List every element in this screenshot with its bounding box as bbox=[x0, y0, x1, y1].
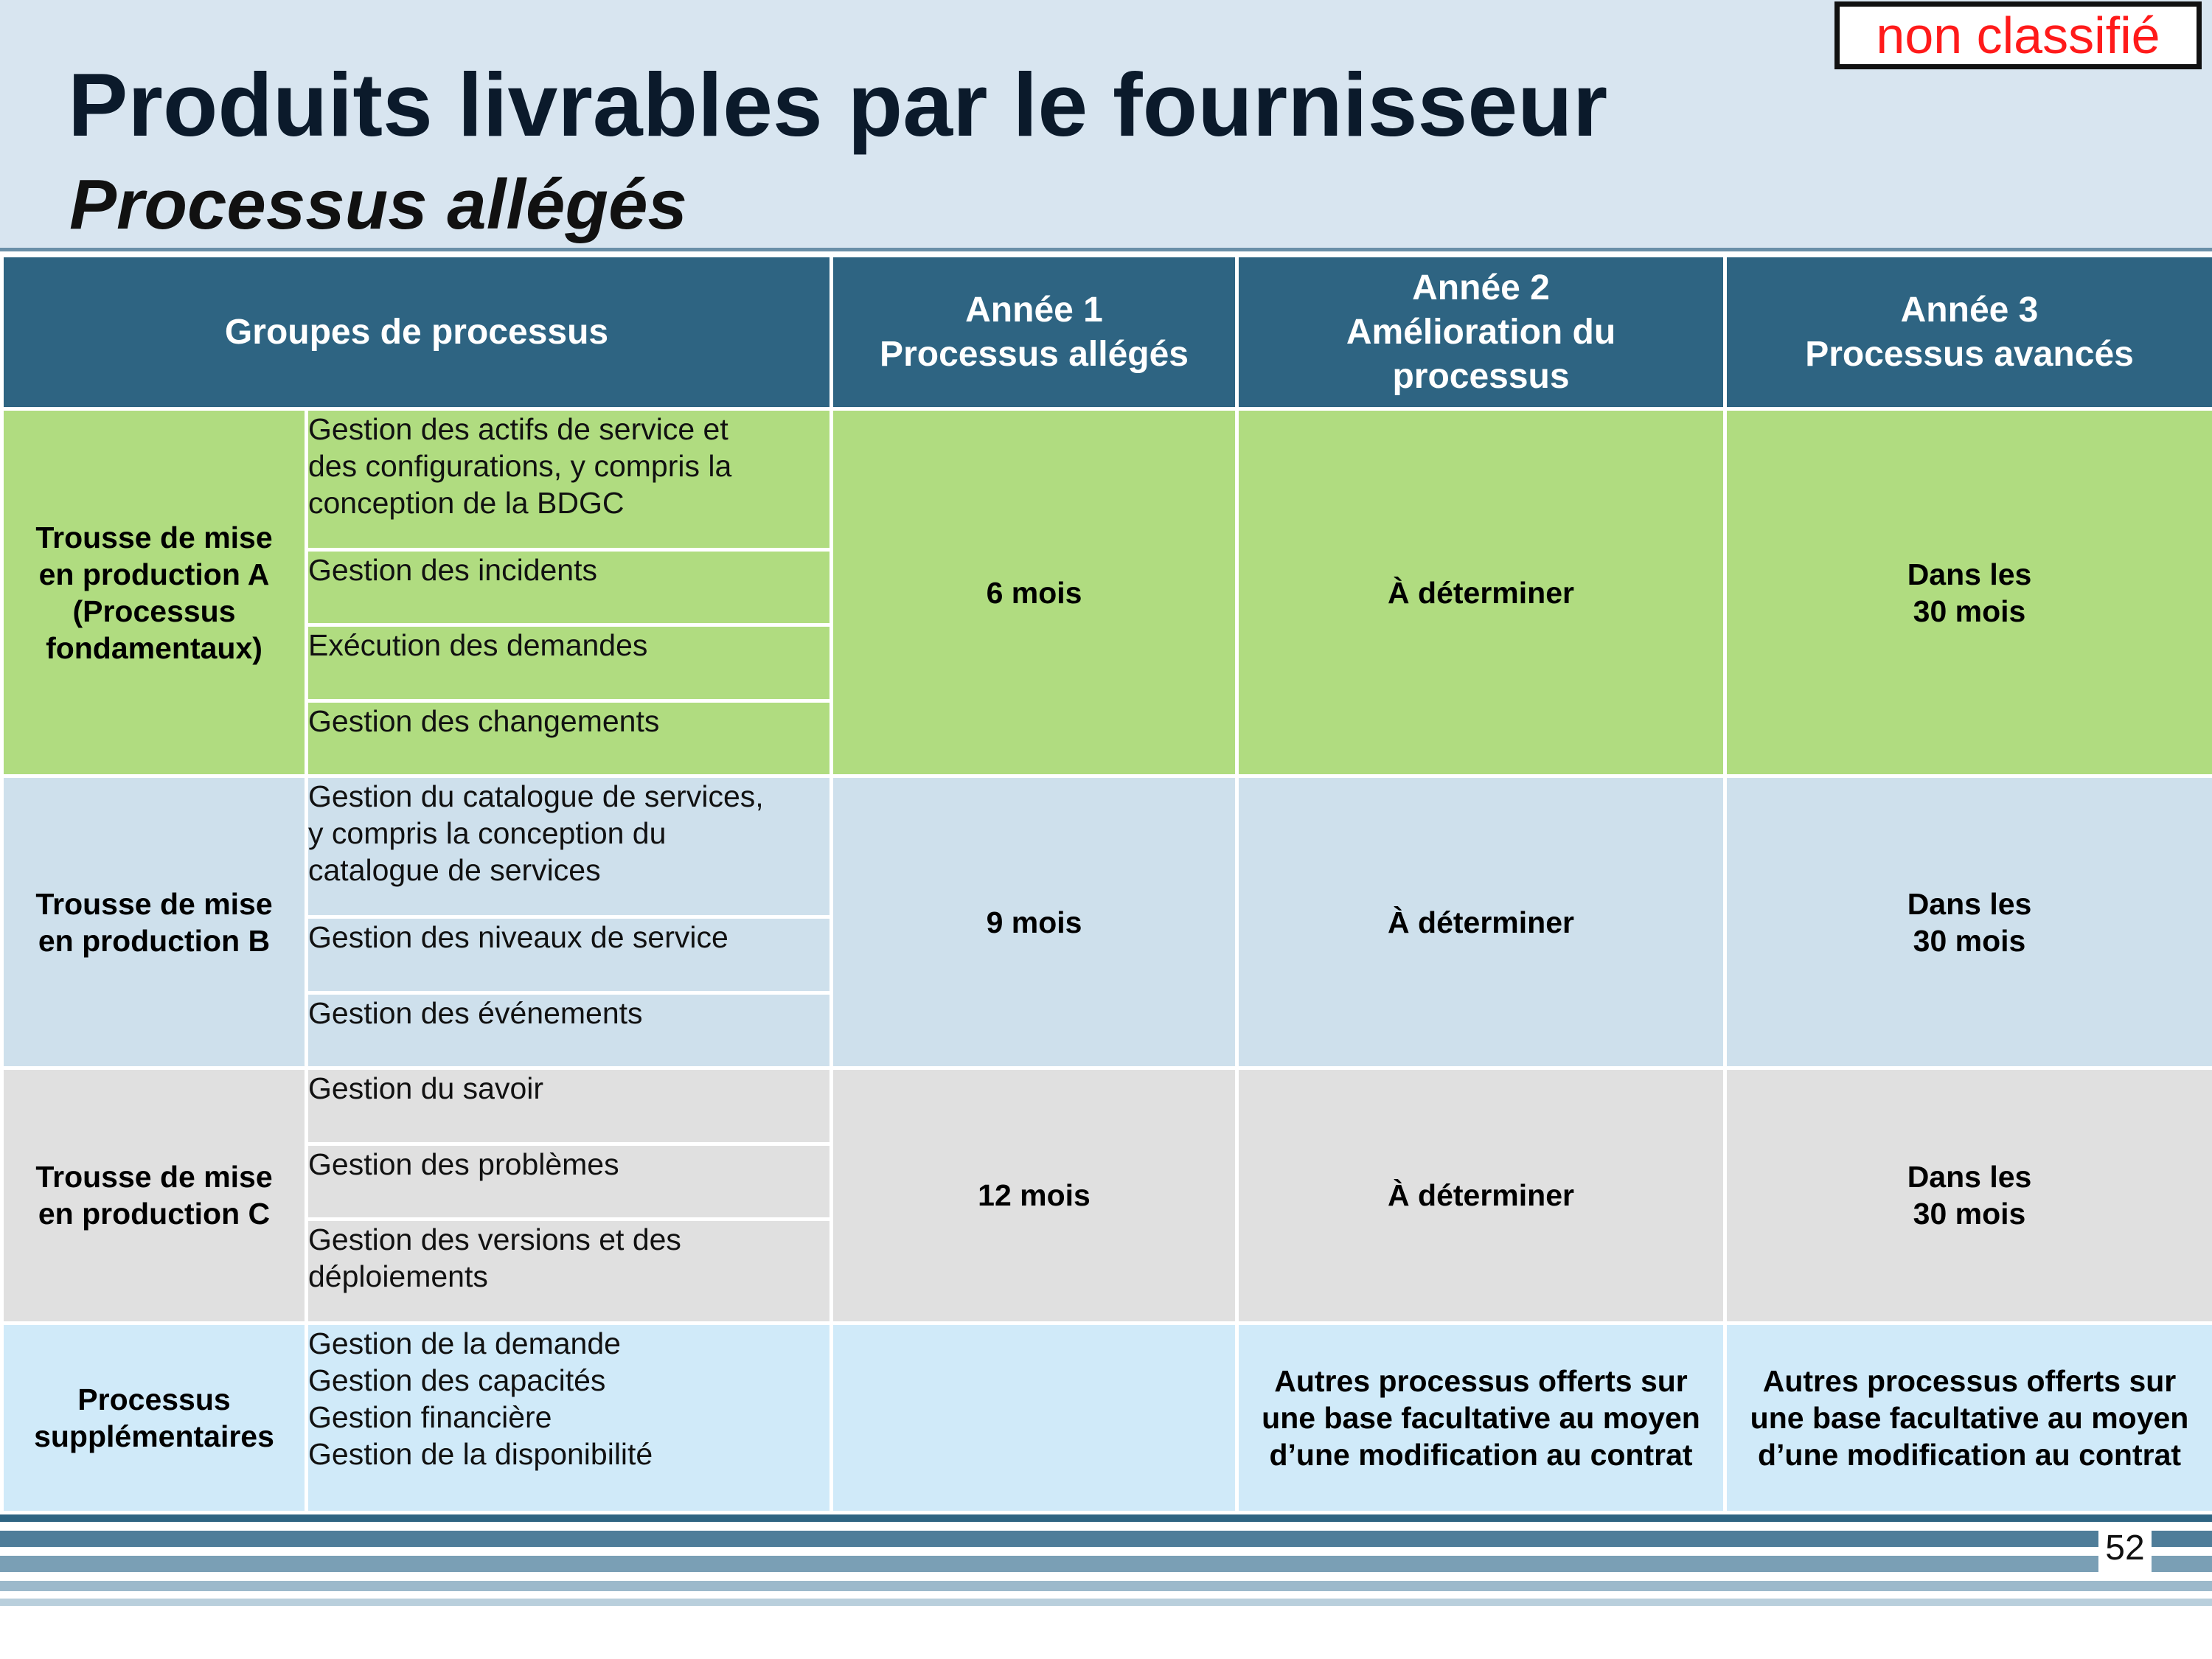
value-line: une base facultative au moyen bbox=[1262, 1400, 1700, 1435]
group-line: (Processus bbox=[72, 594, 236, 628]
page-title: Produits livrables par le fournisseur bbox=[68, 55, 1608, 155]
classification-label: non classifié bbox=[1834, 1, 2202, 69]
process-cell bbox=[307, 1068, 832, 1144]
group-b-year3 bbox=[1725, 776, 2212, 1068]
process-line: déploiements bbox=[308, 1259, 488, 1294]
process-cell bbox=[307, 1323, 832, 1512]
group-d-name bbox=[2, 1323, 307, 1512]
process-line: Gestion des changements bbox=[308, 703, 660, 738]
process-line: Gestion des versions et des bbox=[308, 1222, 681, 1257]
header-year2 bbox=[1237, 256, 1725, 409]
value-line: 6 mois bbox=[986, 575, 1082, 610]
group-c-year1 bbox=[832, 1068, 1237, 1324]
group-line: en production A bbox=[38, 557, 270, 591]
process-cell bbox=[307, 625, 832, 700]
process-cell bbox=[307, 992, 832, 1068]
group-line: Trousse de mise bbox=[35, 1160, 273, 1194]
process-line: Gestion des incidents bbox=[308, 552, 598, 587]
value-line: À déterminer bbox=[1388, 905, 1574, 939]
header-line: Année 1 bbox=[965, 290, 1103, 330]
group-line: supplémentaires bbox=[34, 1419, 274, 1453]
group-b-year2 bbox=[1237, 776, 1725, 1068]
process-line: Gestion des événements bbox=[308, 995, 643, 1030]
group-a-year1 bbox=[832, 409, 1237, 776]
process-cell bbox=[307, 700, 832, 776]
page-subtitle: Processus allégés bbox=[69, 165, 687, 244]
process-line: conception de la BDGC bbox=[308, 486, 625, 520]
footer-stripe bbox=[0, 1514, 2212, 1522]
process-line: Gestion des niveaux de service bbox=[308, 920, 728, 955]
group-c-year2 bbox=[1237, 1068, 1725, 1324]
header-year1 bbox=[832, 256, 1237, 409]
value-line: À déterminer bbox=[1388, 575, 1574, 610]
footer-stripe bbox=[0, 1556, 2212, 1572]
footer-stripe bbox=[0, 1581, 2212, 1591]
group-line: Trousse de mise bbox=[35, 886, 273, 921]
value-line: Autres processus offerts sur bbox=[1762, 1363, 2177, 1398]
header-line: Amélioration du bbox=[1346, 312, 1616, 352]
group-line: en production B bbox=[38, 923, 271, 958]
header-year3 bbox=[1725, 256, 2212, 409]
process-cell bbox=[307, 549, 832, 625]
process-cell bbox=[307, 1144, 832, 1219]
group-line: Trousse de mise bbox=[35, 520, 273, 554]
group-b-name bbox=[2, 776, 307, 1068]
value-line: 30 mois bbox=[1913, 923, 2026, 958]
header-line: Année 3 bbox=[1900, 290, 2039, 330]
process-line: Gestion de la demande bbox=[308, 1326, 621, 1360]
header-line: Groupes de processus bbox=[224, 312, 609, 352]
process-line: catalogue de services bbox=[308, 853, 601, 888]
group-a-year3 bbox=[1725, 409, 2212, 776]
process-line: Exécution des demandes bbox=[308, 628, 648, 663]
header-line: Processus avancés bbox=[1805, 334, 2134, 374]
group-a-name bbox=[2, 409, 307, 776]
process-line: Gestion du catalogue de services, bbox=[308, 779, 764, 814]
header-line: processus bbox=[1392, 356, 1570, 396]
process-cell bbox=[307, 776, 832, 917]
process-line: des configurations, y compris la bbox=[308, 449, 732, 483]
header-line: Processus allégés bbox=[880, 334, 1189, 374]
process-line: y compris la conception du bbox=[308, 816, 667, 851]
value-line: Dans les bbox=[1907, 1160, 2032, 1194]
value-line: À déterminer bbox=[1388, 1178, 1574, 1213]
process-cell bbox=[307, 409, 832, 550]
value-line: une base facultative au moyen bbox=[1750, 1400, 2189, 1435]
value-line: 30 mois bbox=[1913, 594, 2026, 628]
value-line: 9 mois bbox=[986, 905, 1082, 939]
value-line: d’une modification au contrat bbox=[1269, 1437, 1693, 1472]
group-a-year2 bbox=[1237, 409, 1725, 776]
value-line: 12 mois bbox=[978, 1178, 1091, 1213]
process-line: Gestion des actifs de service et bbox=[308, 412, 728, 446]
table-row bbox=[2, 776, 2212, 917]
group-c-name bbox=[2, 1068, 307, 1324]
process-line: Gestion financière bbox=[308, 1399, 552, 1434]
process-line: Gestion des problèmes bbox=[308, 1147, 619, 1181]
footer-stripe bbox=[0, 1599, 2212, 1606]
group-b-year1 bbox=[832, 776, 1237, 1068]
header-groups bbox=[2, 256, 832, 409]
deliverables-table bbox=[0, 254, 2212, 1514]
value-line: d’une modification au contrat bbox=[1758, 1437, 2182, 1472]
value-line: Dans les bbox=[1907, 886, 2032, 921]
group-d-year3 bbox=[1725, 1323, 2212, 1512]
table-row bbox=[2, 409, 2212, 550]
group-d-year1 bbox=[832, 1323, 1237, 1512]
process-cell bbox=[307, 1220, 832, 1324]
group-c-year3 bbox=[1725, 1068, 2212, 1324]
header-line: Année 2 bbox=[1412, 268, 1550, 307]
page-number: 52 bbox=[2098, 1523, 2152, 1573]
table-header-row bbox=[2, 256, 2212, 409]
group-line: en production C bbox=[38, 1197, 271, 1231]
process-line: Gestion des capacités bbox=[308, 1363, 606, 1397]
footer-stripe bbox=[0, 1531, 2212, 1547]
group-line: fondamentaux) bbox=[46, 630, 262, 665]
value-line: Dans les bbox=[1907, 557, 2032, 591]
group-d-year2 bbox=[1237, 1323, 1725, 1512]
process-line: Gestion du savoir bbox=[308, 1071, 544, 1106]
process-cell bbox=[307, 917, 832, 992]
value-line: Autres processus offerts sur bbox=[1274, 1363, 1688, 1398]
group-line: Processus bbox=[77, 1382, 231, 1416]
table-row bbox=[2, 1068, 2212, 1144]
process-line: Gestion de la disponibilité bbox=[308, 1436, 653, 1471]
value-line: 30 mois bbox=[1913, 1197, 2026, 1231]
table-row bbox=[2, 1323, 2212, 1512]
